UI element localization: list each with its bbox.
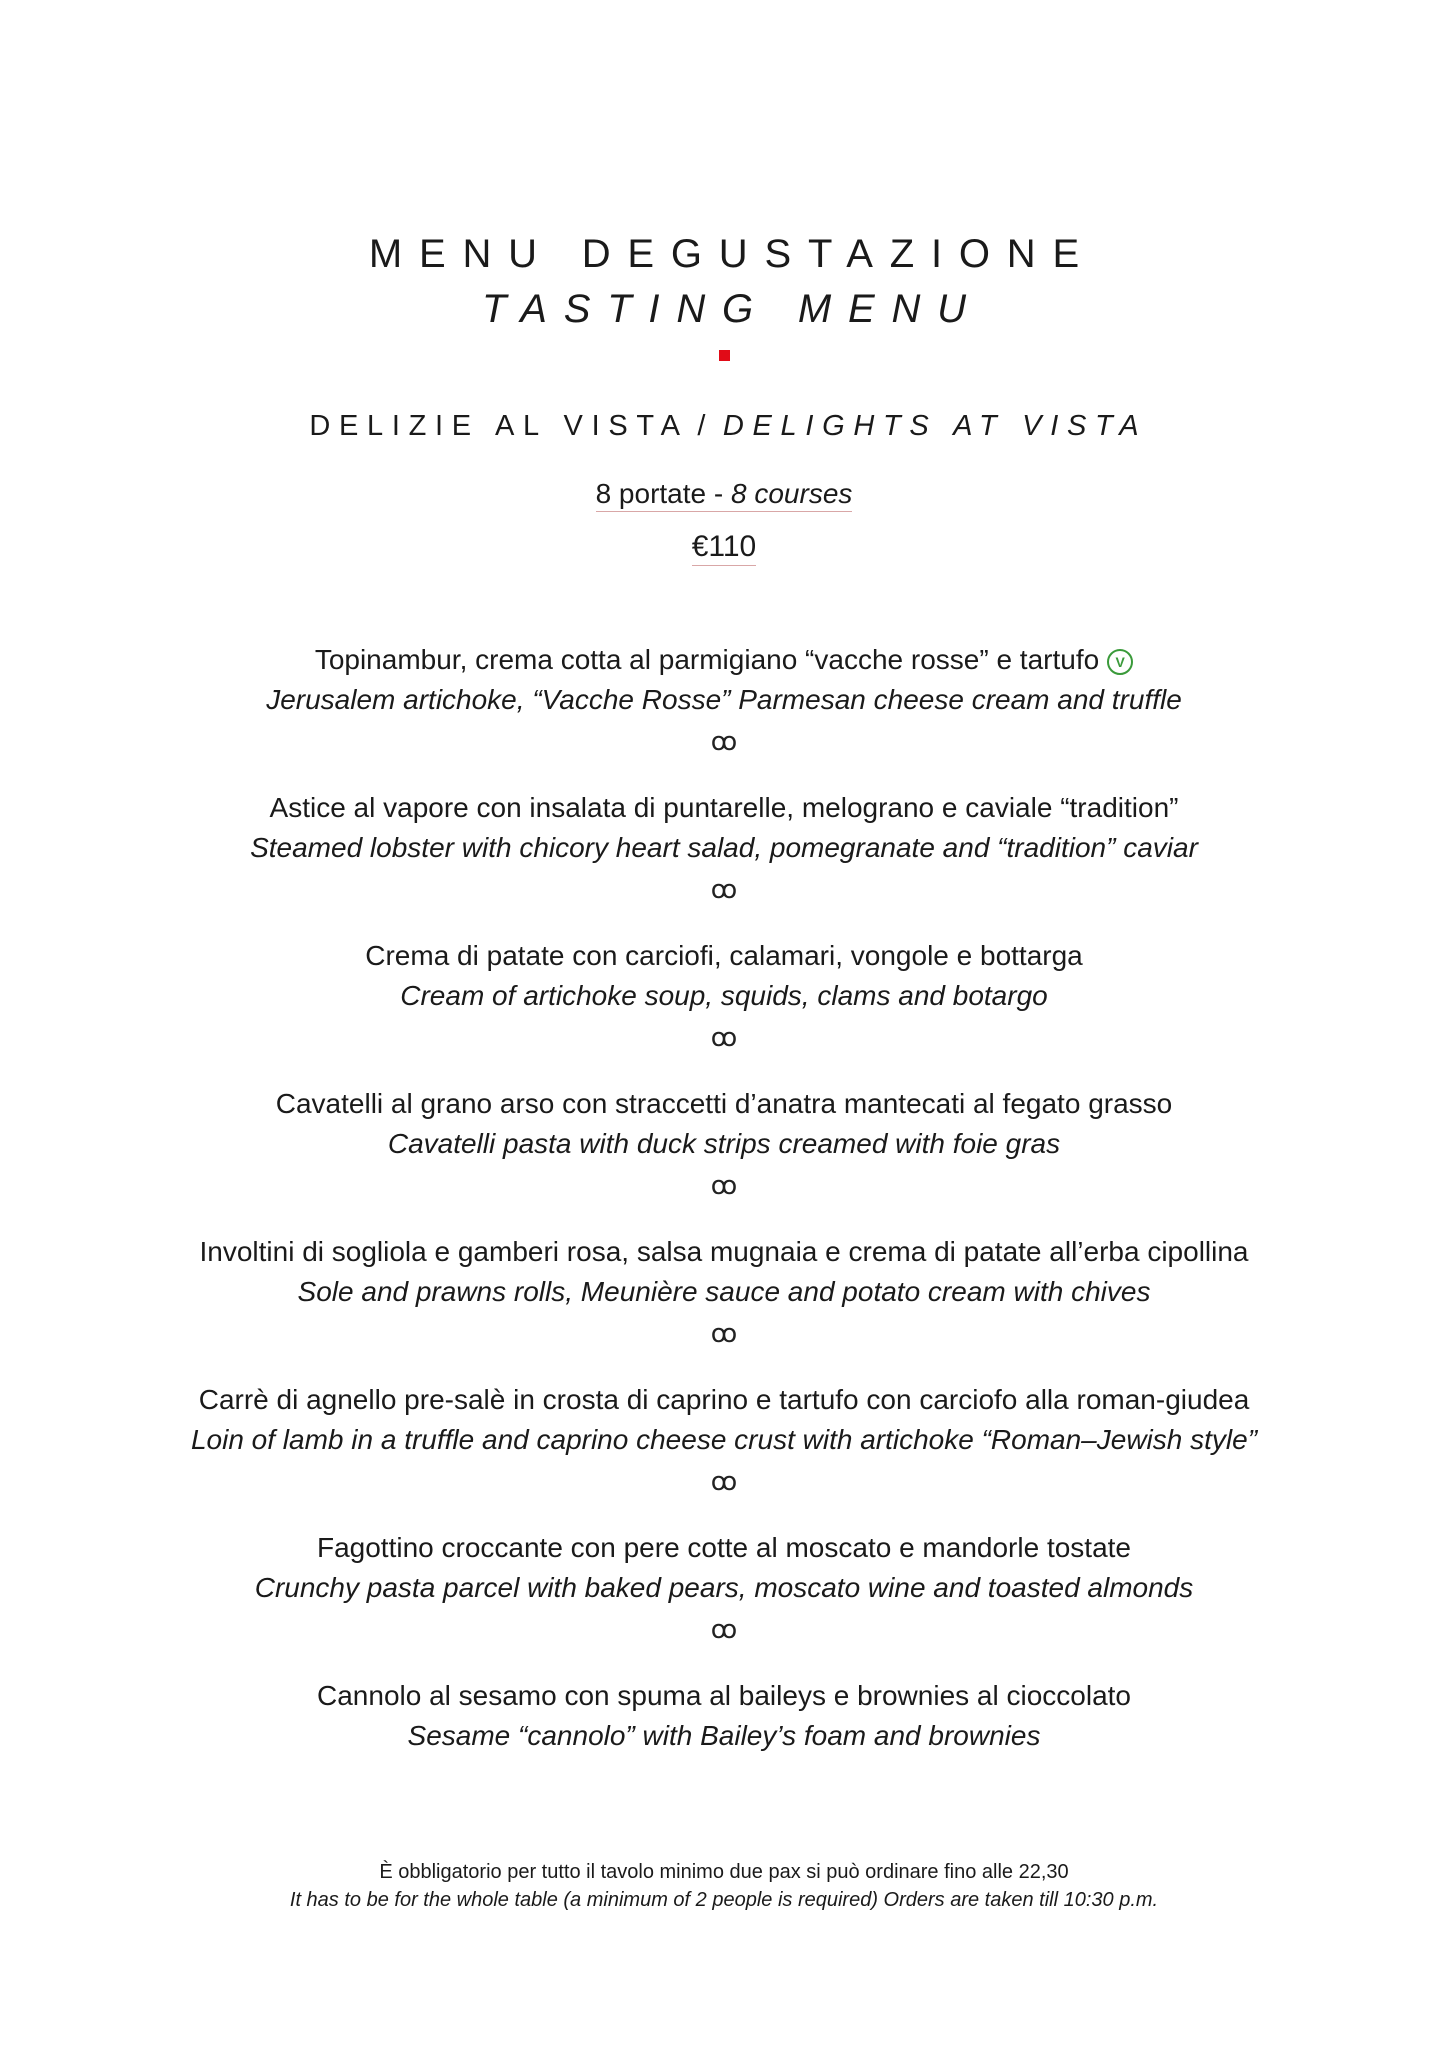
menu-title-italian: MENU DEGUSTAZIONE xyxy=(368,232,1096,276)
menu-price xyxy=(0,530,1448,564)
divider-ornament-icon: ꝏ xyxy=(710,874,738,904)
course-count-italian: 8 portate - xyxy=(595,478,724,509)
course-count-english: 8 courses xyxy=(731,478,853,509)
divider-ornament-icon: ꝏ xyxy=(710,1022,738,1052)
dish-name-italian: Cannolo al sesamo con spuma al baileys e brownies al cioccolato xyxy=(317,1680,1131,1711)
dish-name-italian: Cavatelli al grano arso con straccetti d’anatra mantecati al fegato grasso xyxy=(275,1088,1173,1119)
dish-item xyxy=(0,1676,1448,1756)
footer-note-italian: È obbligatorio per tutto il tavolo minimo due pax si può ordinare fino alle 22,30 xyxy=(379,1861,1069,1883)
red-square-ornament xyxy=(719,350,730,361)
subtitle-italian: DELIZIE AL VISTA xyxy=(309,410,689,442)
dish-name-english: Cream of artichoke soup, squids, clams and botargo xyxy=(400,980,1048,1011)
dish-item xyxy=(0,1380,1448,1460)
menu-subtitle xyxy=(0,410,1448,443)
dish-name-english: Jerusalem artichoke, “Vacche Rosse” Parmesan cheese cream and truffle xyxy=(266,684,1182,715)
dish-item xyxy=(0,936,1448,1016)
subtitle-english: DELIGHTS AT VISTA xyxy=(722,410,1148,442)
menu-footer-note xyxy=(0,1858,1448,1914)
dish-name-italian: Crema di patate con carciofi, calamari, vongole e bottarga xyxy=(365,940,1083,971)
dish-name-english: Loin of lamb in a truffle and caprino cheese crust with artichoke “Roman–Jewish style” xyxy=(190,1424,1258,1455)
dish-name-english: Sole and prawns rolls, Meunière sauce and potato cream with chives xyxy=(297,1276,1151,1307)
dish-item xyxy=(0,1528,1448,1608)
dish-name-english: Sesame “cannolo” with Bailey’s foam and brownies xyxy=(407,1720,1041,1751)
dish-name-italian: Fagottino croccante con pere cotte al moscato e mandorle tostate xyxy=(316,1532,1131,1563)
subtitle-separator: / xyxy=(697,410,715,442)
price-value: €110 xyxy=(692,530,757,566)
divider-ornament-icon: ꝏ xyxy=(710,1170,738,1200)
dish-name-english: Steamed lobster with chicory heart salad, pomegranate and “tradition” caviar xyxy=(250,832,1198,863)
dish-name-italian: Involtini di sogliola e gamberi rosa, salsa mugnaia e crema di patate all’erba cipollina xyxy=(199,1236,1249,1267)
dish-item xyxy=(0,1232,1448,1312)
dish-name-italian: Carrè di agnello pre-salè in crosta di caprino e tartufo con carciofo alla roman-giudea xyxy=(198,1384,1250,1415)
dish-name-english: Cavatelli pasta with duck strips creamed with foie gras xyxy=(387,1128,1061,1159)
dish-name-italian: Topinambur, crema cotta al parmigiano “vacche rosse” e tartufo xyxy=(314,644,1100,675)
divider-ornament-icon: ꝏ xyxy=(710,726,738,756)
divider-ornament-icon: ꝏ xyxy=(710,1466,738,1496)
menu-title-english: TASTING MENU xyxy=(481,287,983,331)
divider-ornament-icon: ꝏ xyxy=(710,1318,738,1348)
dish-item xyxy=(0,1084,1448,1164)
vegetarian-icon: V xyxy=(1107,649,1133,675)
dish-item xyxy=(0,640,1448,720)
footer-note-english: It has to be for the whole table (a minimum of 2 people is required) Orders are taken till 10:30 p.m. xyxy=(289,1889,1159,1911)
dish-name-english: Crunchy pasta parcel with baked pears, moscato wine and toasted almonds xyxy=(254,1572,1194,1603)
course-count xyxy=(0,478,1448,510)
divider-ornament-icon: ꝏ xyxy=(710,1614,738,1644)
dish-name-italian: Astice al vapore con insalata di puntarelle, melograno e caviale “tradition” xyxy=(269,792,1179,823)
dish-item xyxy=(0,788,1448,868)
